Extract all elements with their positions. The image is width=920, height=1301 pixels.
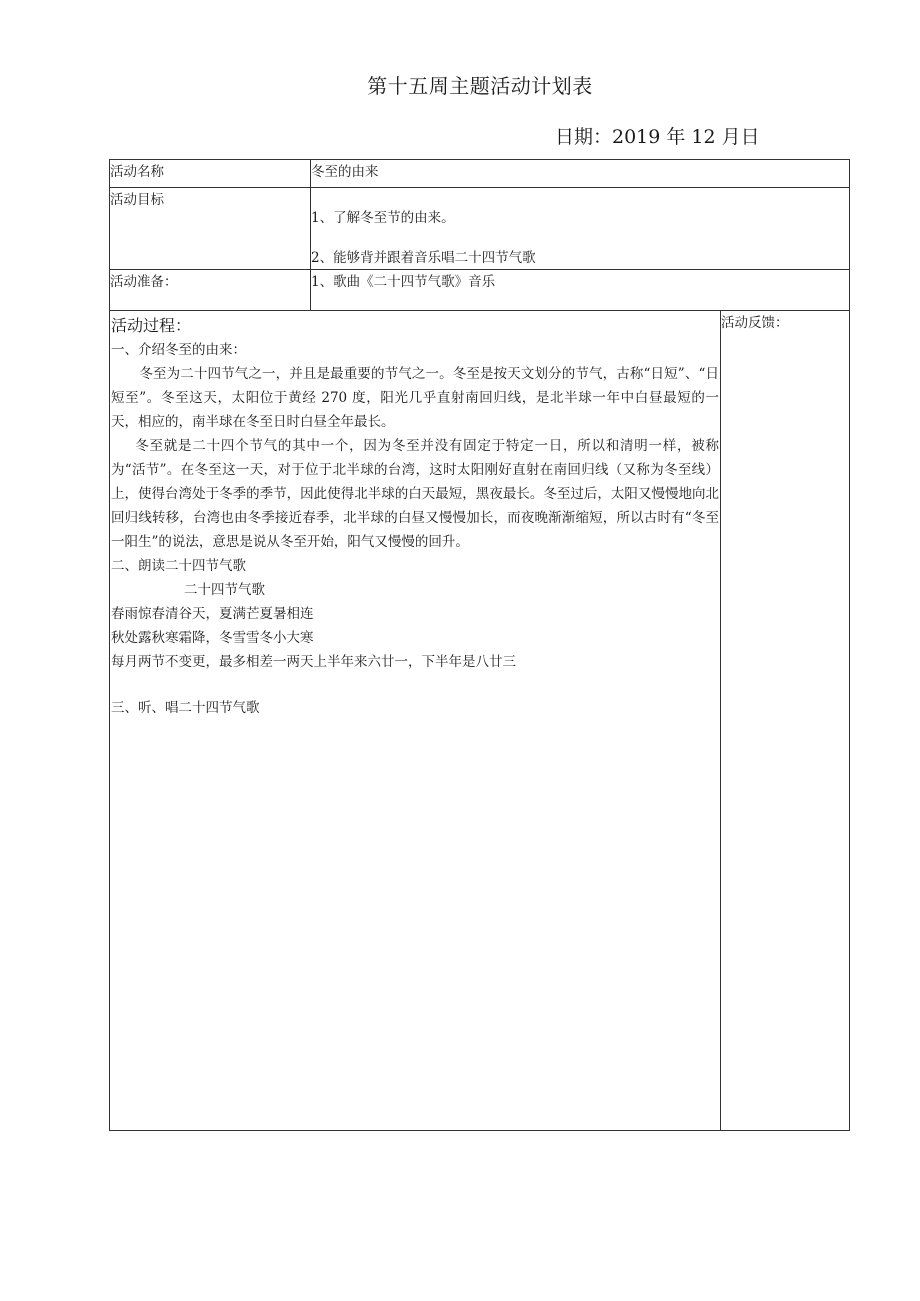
section-1-heading: 一、介绍冬至的由来： [111,342,246,358]
section-2-heading: 二、朗读二十四节气歌 [111,558,246,574]
activity-plan-table [109,159,850,1131]
activity-name-label: 活动名称 [110,160,311,188]
section-1-paragraph-2: 冬至就是二十四个节气的其中一个，因为冬至并没有固定于特定一日，所以和清明一样，被称为“活节”。在冬至这一天，对于位于北半球的台湾，这时太阳刚好直射在南回归线（又称为冬至线）上，使得台湾处于冬季的季节，因此使得北半球的白天最短，黑夜最长。冬至过后，太阳又慢慢地向北回归线转移，台湾也由冬季接近春季，北半球的白昼又慢慢加长，而夜晚渐渐缩短，所以古时有“冬至一阳生”的说法，意思是说从冬至开始，阳气又慢慢的回升。 [111,438,719,550]
activity-process-cell [110,311,721,1131]
row-activity-process [110,311,850,1131]
section-3-heading: 三、听、唱二十四节气歌 [111,700,260,716]
goal-item: 2、能够背并跟着音乐唱二十四节气歌 [311,250,536,266]
row-activity-goals [110,188,850,270]
page-title: 第十五周主题活动计划表 [367,74,593,98]
spacer [111,674,719,696]
activity-name-value: 冬至的由来 [311,160,850,188]
feedback-label: 活动反馈： [721,315,789,331]
activity-prep-label: 活动准备： [110,270,311,311]
row-activity-name [110,160,850,188]
activity-goals [311,188,850,270]
song-line: 每月两节不变更，最多相差一两天上半年来六廿一，下半年是八廿三 [111,654,516,670]
date-line: 日期：2019 年 12 月日 [555,126,760,148]
song-title: 二十四节气歌 [184,582,265,598]
activity-prep-value: 1、歌曲《二十四节气歌》音乐 [311,270,850,311]
song-line: 春雨惊春清谷天，夏满芒夏暑相连 [111,606,314,622]
activity-feedback-cell [721,311,850,1131]
song-line: 秋处露秋寒霜降，冬雪雪冬小大寒 [111,630,314,646]
process-label: 活动过程： [111,316,192,335]
activity-goal-label: 活动目标 [110,188,311,270]
section-1-paragraph-1: 冬至为二十四节气之一，并且是最重要的节气之一。冬至是按天文划分的节气，古称“日短”、“日短至”。冬至这天，太阳位于黄经 270 度，阳光几乎直射南回归线，是北半球一年中白昼最短的一天，相应的，南半球在冬至日时白昼全年最长。 [111,366,719,430]
goal-item: 1、了解冬至节的由来。 [311,210,455,226]
row-activity-prep [110,270,850,311]
